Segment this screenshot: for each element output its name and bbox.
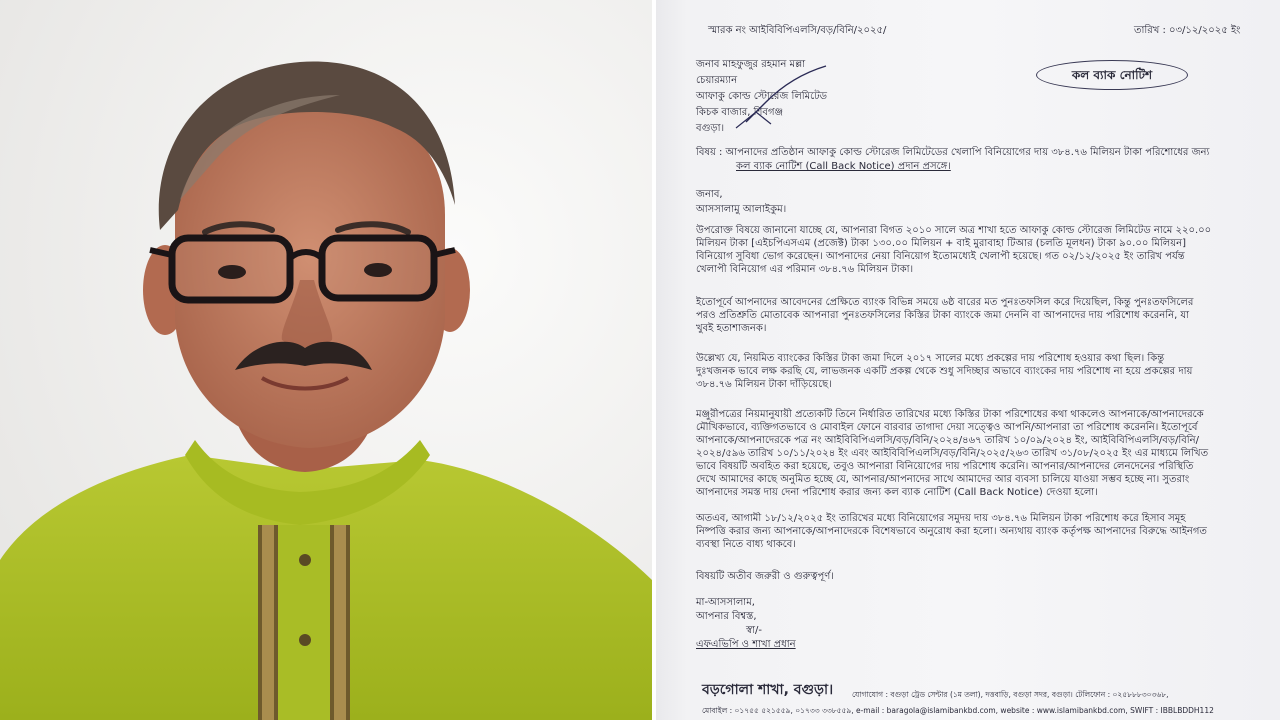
paragraph-line: পরও প্রতিশ্রুতি মোতাবেক আপনারা পুনঃতফসিলের কিস্তির টাকা ব্যাংকে জমা দেননি বা আপনাদের দায় পরিশোধ করেননি, যা (696, 310, 1190, 321)
addressee-address: কিচক বাজার, শিবগঞ্জ (696, 107, 784, 118)
signature-mark: স্বা/- (746, 625, 762, 636)
addressee-company: আফাকু কোল্ড স্টোরেজ লিমিটেড (696, 91, 828, 102)
call-back-notice-letter (656, 0, 1280, 720)
subject-line-1: বিষয় : আপনাদের প্রতিষ্ঠান আফাকু কোল্ড স্টোরেজ লিমিটেডের খেলাপি বিনিয়োগের দায় ৩৮৪.৭৬ মিলিয়ন টাকা পরিশোধের জন্য (696, 147, 1210, 158)
reference-number: স্মারক নং আইবিবিপিএলসি/বড়/বিনি/২০২৫/ (708, 25, 887, 36)
paragraph-line: বিনিয়োগ সুবিধা ভোগ করেছেন। আপনাদের নেয়া বিনিয়োগ ইতোমধ্যেই খেলাপী হয়েছে। গত ০২/১২/২০২৫ ইং তারিখ পর্যন্ত (696, 251, 1185, 262)
closing-note: বিষয়টি অতীব জরুরী ও গুরুত্বপূর্ণ। (696, 571, 834, 582)
paragraph-line: ভাবে বিষয়টি অবহিত করা হয়েছে, তবুও আপনারা বিনিয়োগের দায় পরিশোধ করেনি। আপনার/আপনাদের লেনদেনের পরিস্থিতি (696, 461, 1194, 472)
addressee-title: চেয়ারম্যান (696, 75, 738, 86)
footer-contact-details: মোবাইল : ০১৭৫৫ ৫২১৫৫৯, ০১৭৩৩ ৩৩৮৫৫৯, e-mail : baragola@islamibankbd.com, website : www.islamibankbd.com, SWIFT : IBBLBDDH112 (702, 706, 1214, 715)
paragraph-line: মৌখিকভাবে, ব্যক্তিগতভাবে ও মোবাইল ফোনে বারবার তাগাদা দেয়া সত্ত্বেও আপনি/আপনারা তা পরিশোধ করেননি। ইতোপূর্বে (696, 422, 1198, 433)
paragraph-line: অতএব, আগামী ১৮/১২/২০২৫ ইং তারিখের মধ্যে বিনিয়োগের সমুদয় দায় ৩৮৪.৭৬ মিলিয়ন টাকা পরিশোধ করে হিসাব সমূহ (696, 513, 1186, 524)
closing-greeting: মা-আসসালাম, (696, 597, 755, 608)
paragraph-line: দেখে আমাদের কাছে অনুমিত হচ্ছে যে, আপনার/আপনাদের সাথে আমাদের আর ব্যবসা চালিয়ে যাওয়া সম্ভব হচ্ছে না। সুতরাং (696, 474, 1190, 485)
paragraph-line: আপনাকে/আপনাদেরকে পত্র নং আইবিবিপিএলসি/বড়/বিনি/২০২৪/৪৬৭ তারিখ ১০/০৯/২০২৪ ইং, আইবিবিপিএলসি/বড়/বিনি/ (696, 435, 1199, 446)
paragraph-line: খুবই হতাশাজনক। (696, 323, 767, 334)
paragraph-line: মিলিয়ন টাকা [এইচপিএসএম (প্রজেক্ট) টাকা ১৩০.০০ মিলিয়ন + বাই মুরাবাহা টিআর (চলতি মূলধন) টাকা ৯০.০০ মিলিয়ন] (696, 238, 1186, 249)
addressee-name: জনাব মাহফুজুর রহমান মল্লা (696, 59, 806, 70)
call-back-notice-stamp (1036, 60, 1188, 90)
paragraph-line: আপনাদের সমস্ত দায় দেনা পরিশোধ করার জন্য কল ব্যাক নোটিশ (Call Back Notice) দেওয়া হলো। (696, 487, 1098, 498)
paragraph-line: খেলাপী বিনিয়োগ এর পরিমান ৩৮৪.৭৬ মিলিয়ন টাকা। (696, 264, 914, 275)
paragraph-2 (696, 296, 1248, 335)
closing-sincerely: আপনার বিশ্বস্ত, (696, 611, 757, 622)
footer-branch-name: বড়গোলা শাখা, বগুড়া। (702, 682, 834, 698)
paragraph-line: মঞ্জুরীপত্রের নিয়মানুযায়ী প্রত্যেকটি তিনে নির্ধারিত তারিখের মধ্যে কিস্তির টাকা পরিশোধের কথা থাকলেও আপনাকে/আপনাদেরকে (696, 409, 1204, 420)
salutation: জনাব, (696, 189, 723, 200)
paragraph-5 (696, 512, 1248, 551)
paragraph-4 (696, 408, 1248, 499)
signatory-title: এফএভিপি ও শাখা প্রধান (696, 639, 796, 650)
paragraph-line: উল্লেখ্য যে, নিয়মিত ব্যাংকের কিস্তির টাকা জমা দিলে ২০১৭ সালের মধ্যে প্রকল্পের দায় পরিশোধ হওয়ার কথা ছিল। কিন্তু (696, 353, 1165, 364)
footer-contact-address: যোগাযোগ : বগুড়া ট্রেড সেন্টার (১ম তলা), দত্তবাড়ি, বগুড়া সদর, বগুড়া। টেলিফোন : ০২৫৮৮৮৩০৩৬৮, (852, 690, 1169, 699)
addressee-district: বগুড়া। (696, 123, 725, 134)
pen-mark (726, 62, 836, 132)
paragraph-line: দুঃখজনক ভাবে লক্ষ করছি যে, লাভজনক একটি প্রকল্প থেকে শুধু সদিচ্ছার অভাবে ব্যাংকের দায় পরিশোধ না হয়ে প্রকল্পের দায় (696, 366, 1193, 377)
subject-line-2: কল ব্যাক নোটিশ (Call Back Notice) প্রদান প্রসঙ্গে। (736, 161, 951, 172)
paragraph-line: ২০২৪/৫৯৬ তারিখ ১০/১১/২০২৪ ইং এবং আইবিবিপিএলসি/বড়/বিনি/২০২৫/২৬৩ তারিখ ৩১/০৮/২০২৫ ইং এর মাধ্যমে লিখিত (696, 448, 1209, 459)
stamp-label: কল ব্যাক নোটিশ (1071, 67, 1153, 82)
paragraph-line: ৩৮৪.৭৬ মিলিয়ন টাকা দাঁড়িয়েছে। (696, 379, 832, 390)
greeting: আসসালামু আলাইকুম। (696, 204, 787, 215)
paragraph-1 (696, 224, 1248, 276)
paragraph-line: উপরোক্ত বিষয়ে জানানো যাচ্ছে যে, আপনারা বিগত ২০১০ সালে অত্র শাখা হতে আফাকু কোল্ড স্টোরেজ লিমিটেড নামে ২২০.০০ (696, 225, 1212, 236)
paragraph-line: ব্যবস্থা নিতে বাধ্য থাকবে। (696, 539, 796, 550)
paragraph-3 (696, 352, 1248, 391)
letter-date: তারিখ : ০৩/১২/২০২৫ ইং (1134, 25, 1241, 36)
paragraph-line: ইতোপূর্বে আপনাদের আবেদনের প্রেক্ষিতে ব্যাংক বিভিন্ন সময়ে ৬ষ্ঠ বারের মত পুনঃতফসিল করে দিয়েছিল, কিন্তু পুনঃতফসিলের (696, 297, 1194, 308)
paragraph-line: নিষ্পত্তি করার জন্য আপনাকে/আপনাদেরকে বিশেষভাবে অনুরোধ করা হলো। অন্যথায় ব্যাংক কর্তৃপক্ষ আপনাদের বিরুদ্ধে আইনগত (696, 526, 1207, 537)
